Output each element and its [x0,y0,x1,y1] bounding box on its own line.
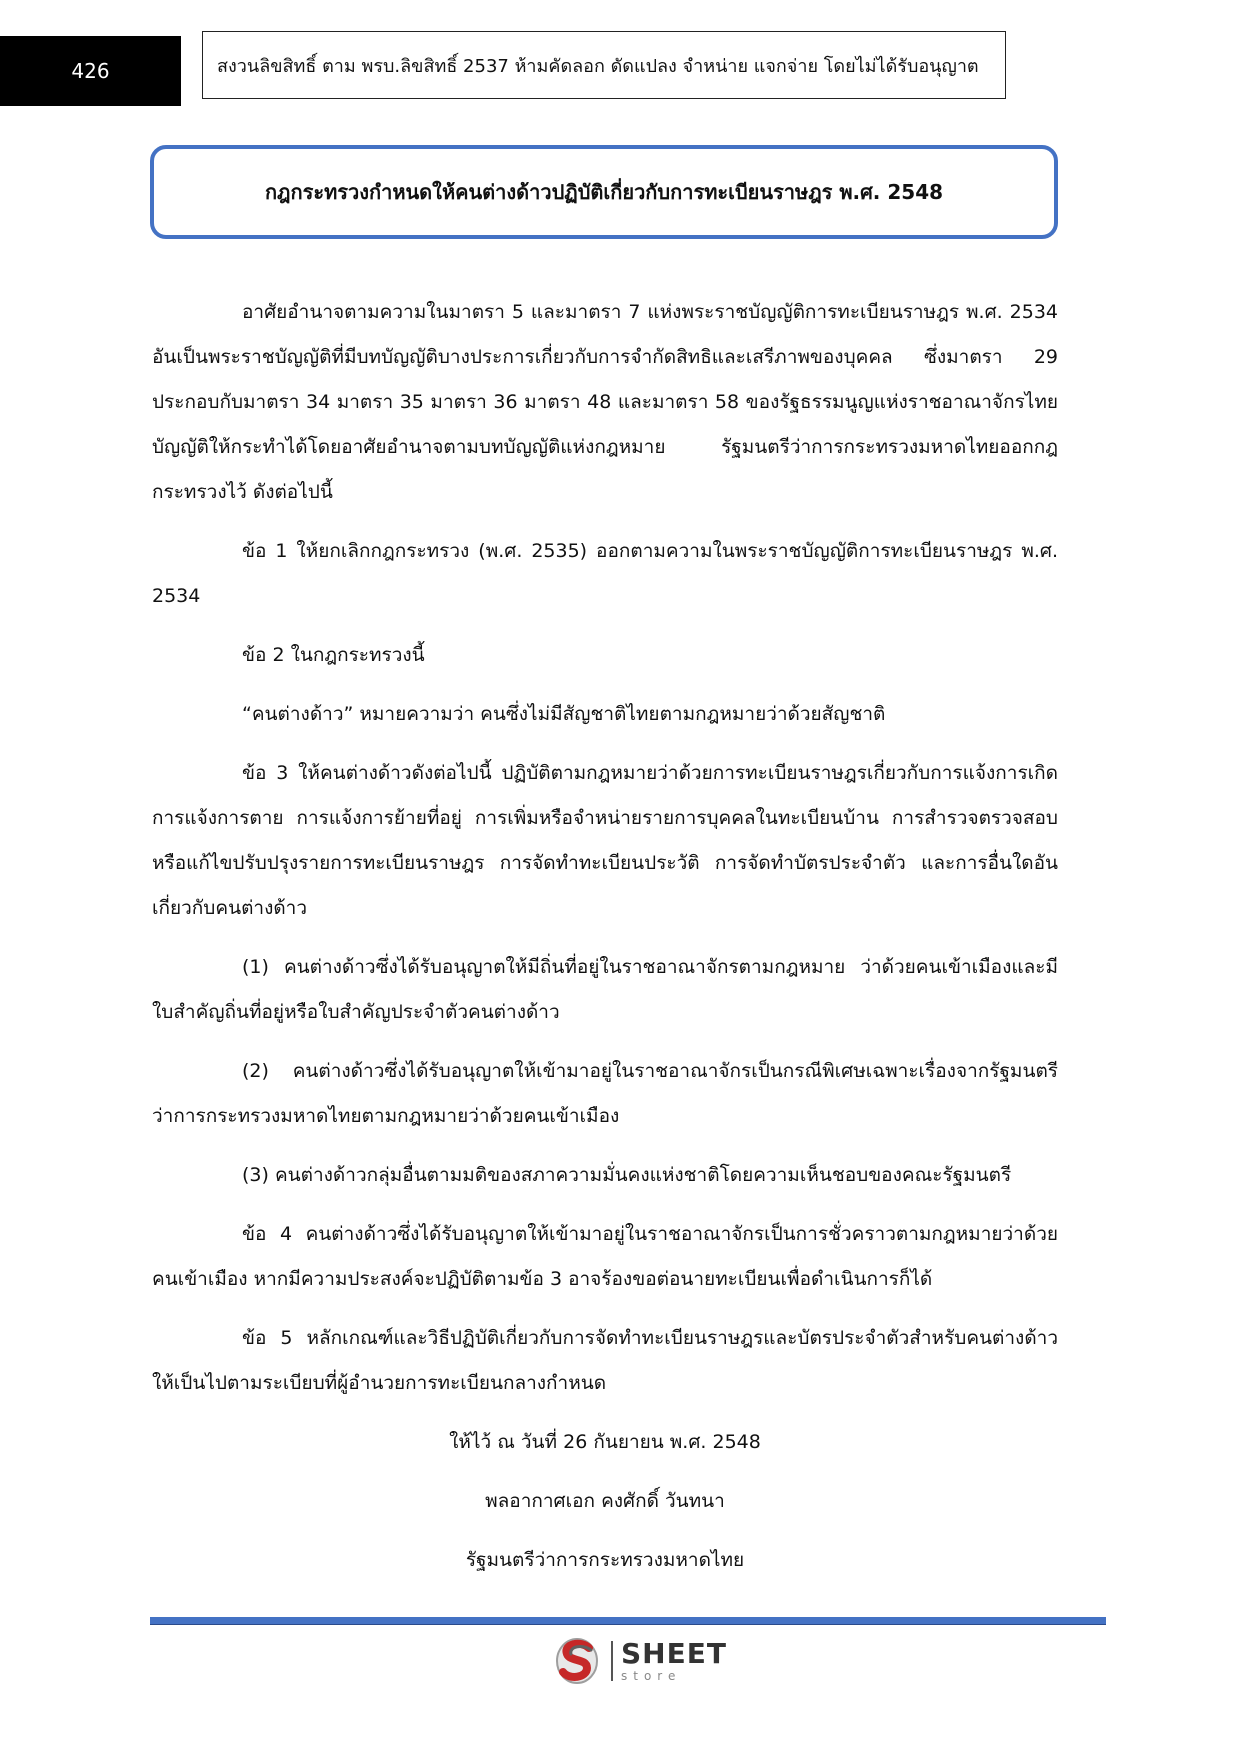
definition-paragraph: “คนต่างด้าว” หมายความว่า คนซึ่งไม่มีสัญชาติไทยตามกฎหมายว่าด้วยสัญชาติ [242,703,886,725]
page-number [0,36,181,106]
clause-3-item-3: (3) คนต่างด้าวกลุ่มอื่นตามมติของสภาความมั่นคงแห่งชาติโดยความเห็นชอบของคณะรัฐมนตรี [242,1164,1012,1186]
document-body [152,290,1058,1597]
signature-date: ให้ไว้ ณ วันที่ 26 กันยายน พ.ศ. 2548 [449,1431,761,1453]
sheet-store-s-logo-icon [555,1636,603,1686]
logo-text [621,1637,727,1683]
footer-divider-line [150,1617,1106,1625]
document-title: กฎกระทรวงกำหนดให้คนต่างด้าวปฏิบัติเกี่ยวกับการทะเบียนราษฎร พ.ศ. 2548 [264,180,944,204]
clause-3-item-2: (2) คนต่างด้าวซึ่งได้รับอนุญาตให้เข้ามาอยู่ในราชอาณาจักรเป็นกรณีพิเศษเฉพาะเรื่องจากรัฐมนตรีว่าการกระทรวงมหาดไทยตามกฎหมายว่าด้วยคนเข้าเมือง [152,1060,1058,1127]
footer-logo [555,1636,727,1686]
document-title-box [150,145,1058,239]
preamble-paragraph: อาศัยอำนาจตามความในมาตรา 5 และมาตรา 7 แห่งพระราชบัญญัติการทะเบียนราษฎร พ.ศ. 2534 อันเป็นพระราชบัญญัติที่มีบทบัญญัติบางประการเกี่ยวกับการจำกัดสิทธิและเสรีภาพของบุคคล ซึ่งมาตรา 29 ประกอบกับมาตรา 34 มาตรา 35 มาตรา 36 มาตรา 48 และมาตรา 58 ของรัฐธรรมนูญแห่งราชอาณาจักรไทย บัญญัติให้กระทำได้โดยอาศัยอำนาจตามบทบัญญัติแห่งกฎหมาย รัฐมนตรีว่าการกระทรวงมหาดไทยออกกฎกระทรวงไว้ ดังต่อไปนี้ [152,301,1058,503]
logo-brand: SHEET [621,1637,727,1670]
signature-name: พลอากาศเอก คงศักดิ์ วันทนา [485,1490,725,1512]
copyright-notice [202,31,1006,99]
page-number-text: 426 [71,59,110,83]
clause-3: ข้อ 3 ให้คนต่างด้าวดังต่อไปนี้ ปฏิบัติตามกฎหมายว่าด้วยการทะเบียนราษฎรเกี่ยวกับการแจ้งการเกิด การแจ้งการตาย การแจ้งการย้ายที่อยู่ การเพิ่มหรือจำหน่ายรายการบุคคลในทะเบียนบ้าน การสำรวจตรวจสอบหรือแก้ไขปรับปรุงรายการทะเบียนราษฎร การจัดทำทะเบียนประวัติ การจัดทำบัตรประจำตัว และการอื่นใดอันเกี่ยวกับคนต่างด้าว [152,762,1058,919]
logo-brand-sub: store [621,1669,682,1683]
clause-3-item-1: (1) คนต่างด้าวซึ่งได้รับอนุญาตให้มีถิ่นที่อยู่ในราชอาณาจักรตามกฎหมาย ว่าด้วยคนเข้าเมืองและมีใบสำคัญถิ่นที่อยู่หรือใบสำคัญประจำตัวคนต่างด้าว [152,956,1058,1023]
logo-divider [611,1641,613,1681]
clause-1: ข้อ 1 ให้ยกเลิกกฎกระทรวง (พ.ศ. 2535) ออกตามความในพระราชบัญญัติการทะเบียนราษฎร พ.ศ. 2534 [152,540,1058,607]
clause-2: ข้อ 2 ในกฎกระทรวงนี้ [242,644,425,666]
copyright-notice-text: สงวนลิขสิทธิ์ ตาม พรบ.ลิขสิทธิ์ 2537 ห้ามคัดลอก ดัดแปลง จำหน่าย แจกจ่าย โดยไม่ได้รับอนุญาต [217,55,979,77]
signature-position: รัฐมนตรีว่าการกระทรวงมหาดไทย [465,1549,745,1571]
clause-4: ข้อ 4 คนต่างด้าวซึ่งได้รับอนุญาตให้เข้ามาอยู่ในราชอาณาจักรเป็นการชั่วคราวตามกฎหมายว่าด้วยคนเข้าเมือง หากมีความประสงค์จะปฏิบัติตามข้อ 3 อาจร้องขอต่อนายทะเบียนเพื่อดำเนินการก็ได้ [152,1223,1058,1290]
clause-5: ข้อ 5 หลักเกณฑ์และวิธีปฏิบัติเกี่ยวกับการจัดทำทะเบียนราษฎรและบัตรประจำตัวสำหรับคนต่างด้าว ให้เป็นไปตามระเบียบที่ผู้อำนวยการทะเบียนกลางกำหนด [152,1327,1058,1394]
